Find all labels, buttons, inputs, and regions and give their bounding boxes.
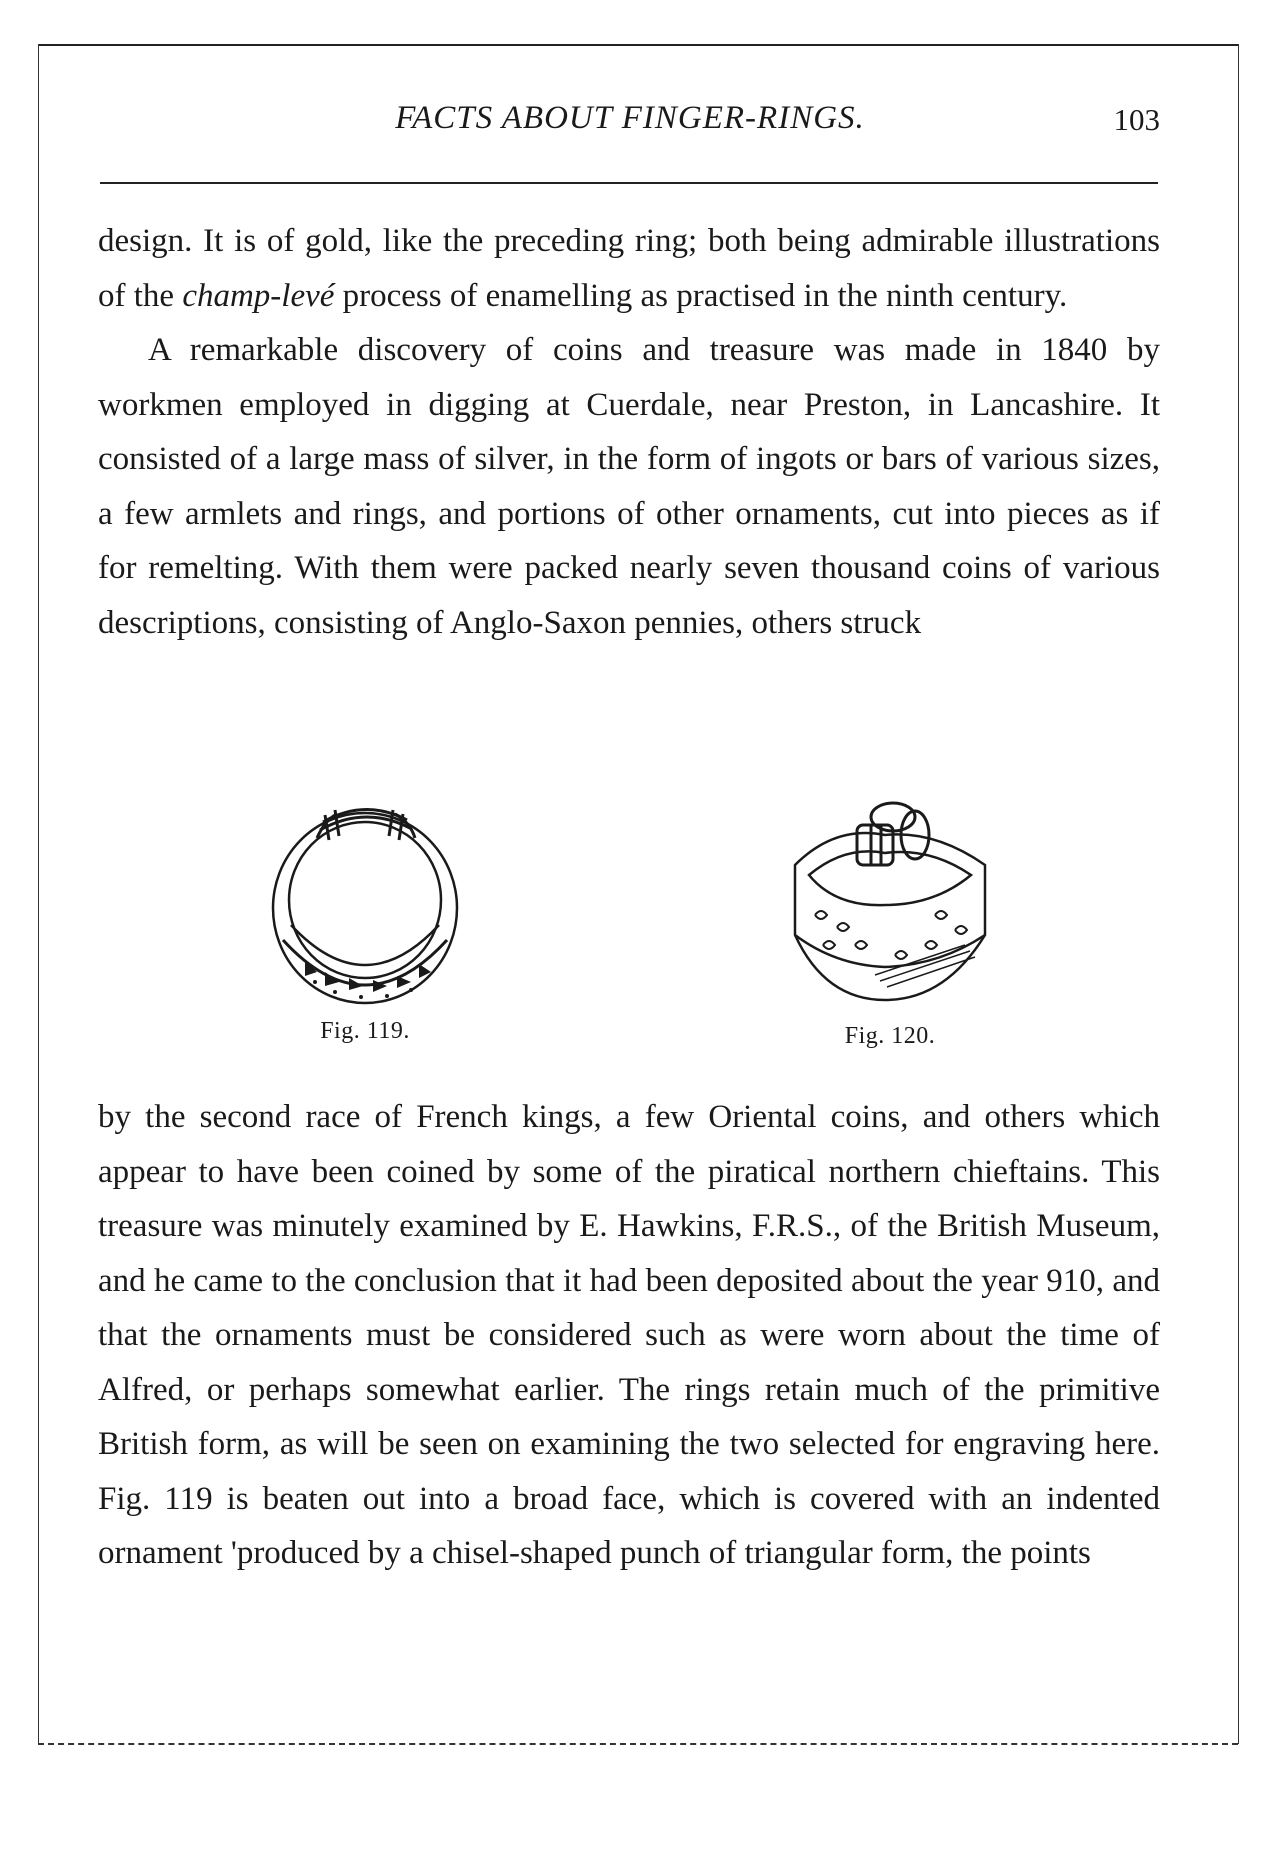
page-frame-bottom-rule [38,1743,1238,1745]
page-frame-left-rule [38,44,39,1744]
figure-caption: Fig. 120. [844,1023,936,1049]
figure-119 [250,800,480,1045]
paragraph-continued [98,214,1160,323]
ring-illustration-beaten-band [265,800,465,1010]
paragraph-continued: by the second race of French kings, a few Oriental coins, and others which appear to have been coined by some of the piratical northern chieftains. This treasure was minutely examined by E. Hawkins, F.R.S., of the British Museum, and he came to the conclusion that it had been deposited about the year 910, and that the ornaments must be considered such as were worn about the time of Alfred, or perhaps somewhat earlier. The rings retain much of the primitive British form, as will be seen on examining the two selected for engraving here. Fig. 119 is beaten out into a broad face, which is covered with an indented ornament 'produced by a chisel-shaped punch of triangular form, the points [98,1099,1160,1571]
figure-caption: Fig. 119. [320,1018,410,1044]
header-rule [100,182,1158,184]
page-frame-top-rule [38,44,1238,46]
ring-illustration-ornamented-hoop [775,795,1005,1015]
italic-term: champ-levé [182,277,335,314]
figure-120 [765,795,1015,1050]
running-head [100,100,1160,140]
paragraph-cuerdale: A remarkable discovery of coins and treasure was made in 1840 by workmen employed in digging at Cuerdale, near Preston, in Lancashire. It consisted of a large mass of silver, in the form of ingots or bars of various sizes, a few armlets and rings, and portions of other ornaments, cut into pieces as if for remelting. With them were packed nearly seven thousand coins of various descriptions, consisting of Anglo-Saxon pennies, others struck [98,332,1160,641]
paragraph-text: design. It is of gold, like the preceding ring; both being admirable illustrations of the [98,223,1160,314]
running-title: FACTS ABOUT FINGER-RINGS. [395,100,865,136]
page-frame-right-rule [1238,44,1239,1744]
page-number: 103 [1113,102,1160,137]
paragraph-text: process of enamelling as practised in the ninth century. [334,277,1068,314]
body-text-bottom [98,1090,1160,1581]
body-text-top [98,214,1160,650]
